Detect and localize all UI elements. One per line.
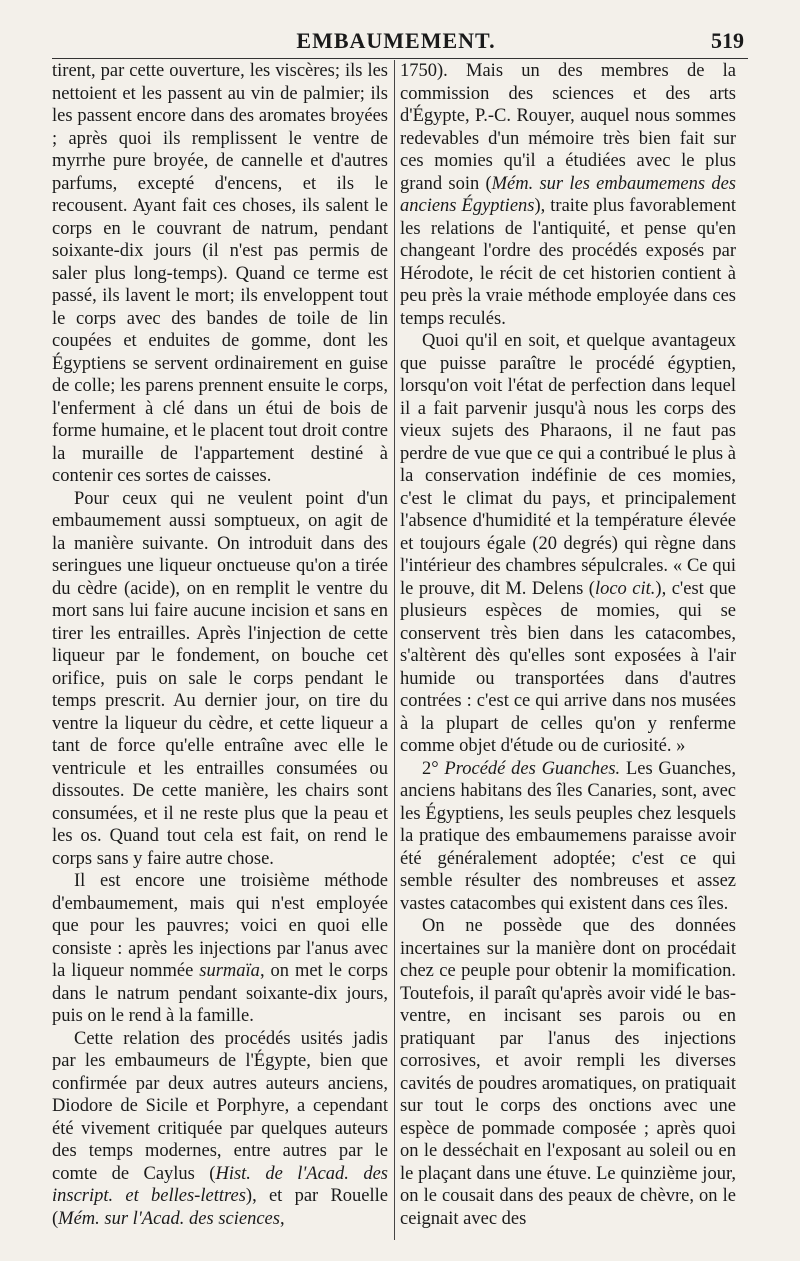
italic-term: surmaïa <box>199 961 260 981</box>
paragraph-text: , on met le corps dans le natrum pendant soixante-dix jours, puis on le rend à la famille. <box>52 961 388 1026</box>
paragraph <box>52 870 388 1028</box>
paragraph-text: ), et par Rouelle ( <box>52 1186 388 1229</box>
paragraph <box>400 60 736 330</box>
citation: Mém. sur les embaumemens des anciens Égyptiens <box>400 173 736 216</box>
column-divider <box>394 60 395 1240</box>
paragraph-text: ), c'est que plusieurs espèces de momies, qui se conservent très bien dans les catacombes, s'altèrent dès qu'elles sont exposées à l'air humide ou transportées dans d'autres contrées : c'est ce qui arrive dans nos musées à la plupart de celles qu'on y renferme comme objet d'étude ou de curiosité. » <box>400 578 736 756</box>
paragraph <box>400 758 736 916</box>
citation: Mém. sur l'Acad. des sciences <box>58 1208 280 1229</box>
running-title: EMBAUMEMENT. <box>296 28 496 53</box>
header-rule <box>52 58 748 59</box>
paragraph <box>52 60 388 488</box>
page-header <box>52 28 744 58</box>
left-column <box>52 60 388 1230</box>
paragraph-text: Pour ceux qui ne veulent point d'un embaumement aussi somptueux, on agit de la manière suivante. On introduit dans des seringues une liqueur onctueuse qu'on a tirée du cèdre (acide), on en remplit le ventre du mort sans lui faire aucune incision et sans en tirer les entrailles. Après l'injection de cette liqueur par le fondement, on bouche cet orifice, puis on sale le corps pendant le temps prescrit. Au dernier jour, on tire du ventre la liqueur du cèdre, et cette liqueur a tant de force qu'elle entraîne avec elle le ventricule et les entrailles consumées ou dissoutes. De cette manière, les chairs sont consumées, et il ne reste plus que la peau et les os. Quand tout cela est fait, on rend le corps sans y faire autre chose. <box>52 488 388 869</box>
paragraph-text: On ne possède que des données incertaines sur la manière dont on procédait chez ce peuple pour obtenir la momification. Toutefois, il paraît qu'après avoir vidé le bas-ventre, en incisant ses parois ou en pratiquant par l'anus des injections corrosives, et avoir rempli les diverses cavités de poudres aromatiques, on pratiquait sur tout le corps des onctions avec une espèce de pommade composée ; après quoi on le desséchait en l'exposant au soleil ou en le plaçant dans une étuve. Le quinzième jour, on le cousait dans des peaux de chèvre, on le ceignait avec des <box>400 916 736 1229</box>
paragraph <box>400 330 736 758</box>
paragraph-text: , <box>279 1208 285 1229</box>
paragraph <box>52 1028 388 1231</box>
paragraph-text: ), traite plus favorablement les relations de l'antiquité, et pense qu'en changeant l'ordre des procédés exposés par Hérodote, le récit de cet historien contient à peu près la vraie méthode employée dans ces temps reculés. <box>400 196 736 329</box>
citation: Hist. de l'Acad. des inscript. et belles-lettres <box>52 1163 388 1206</box>
paragraph-text: Les Guanches, anciens habitans des îles Canaries, sont, avec les Égyptiens, les seuls peuples chez lesquels la pratique des embaumemens paraisse avoir été généralement adoptée; c'est ce qui semble résulter des nombreuses et assez vastes catacombes qui existent dans ces îles. <box>400 758 737 914</box>
paragraph <box>400 915 736 1230</box>
paragraph-text: Il est encore une troisième méthode d'embaumement, mais qui n'est employée que pour les pauvres; voici en quoi elle consiste : après les injections par l'anus avec la liqueur nommée <box>52 871 388 981</box>
section-heading: Procédé des Guanches. <box>444 758 621 779</box>
paragraph <box>52 488 388 871</box>
paragraph-text: tirent, par cette ouverture, les viscères; ils les nettoient et les passent au vin de palmier; ils les passent encore dans des aromates broyées ; après quoi ils remplissent le ventre de myrrhe pure broyée, de cannelle et d'autres parfums, excepté d'encens, et ils le recousent. Ayant fait ces choses, ils salent le corps en le couvrant de natrum, pendant soixante-dix jours (il n'est pas permis de saler plus long-temps). Quand ce terme est passé, ils lavent le mort; ils enveloppent tout le corps avec des bandes de toile de lin coupées et enduites de gomme, dont les Égyptiens se servent ordinairement en guise de colle; les parens prennent ensuite le corps, l'enferment à clé dans un étui de bois de forme humaine, et le placent tout droit contre la muraille de l'appartement destiné à contenir ces sortes de caisses. <box>52 61 388 486</box>
citation: loco cit. <box>594 578 656 599</box>
right-column <box>400 60 736 1230</box>
page-number: 519 <box>711 28 744 53</box>
section-number: 2° <box>422 758 445 779</box>
paragraph-text: 1750). Mais un des membres de la commission des sciences et des arts d'Égypte, P.-C. Rouyer, auquel nous sommes redevables d'un mémoire très bien fait sur ces momies qu'il a étudiées avec le plus grand soin ( <box>400 61 736 194</box>
paragraph-text: Cette relation des procédés usités jadis par les embaumeurs de l'Égypte, bien que confirmée par deux autres auteurs anciens, Diodore de Sicile et Porphyre, a cependant été vivement critiquée par quelques auteurs des temps modernes, entre autres par le comte de Caylus ( <box>52 1028 388 1184</box>
paragraph-text: Quoi qu'il en soit, et quelque avantageux que puisse paraître le procédé égyptien, lorsqu'on voit l'état de perfection dans lequel il a fait parvenir jusqu'à nous les corps des vieux sujets des Pharaons, il ne faut pas perdre de vue que ce qui a contribué le plus à la conservation indéfinie de ces momies, c'est le climat du pays, et principalement l'absence d'humidité et la température élevée et toujours égale (20 degrés) qui règne dans l'intérieur des chambres sépulcrales. « Ce qui le prouve, dit M. Delens ( <box>400 331 736 599</box>
